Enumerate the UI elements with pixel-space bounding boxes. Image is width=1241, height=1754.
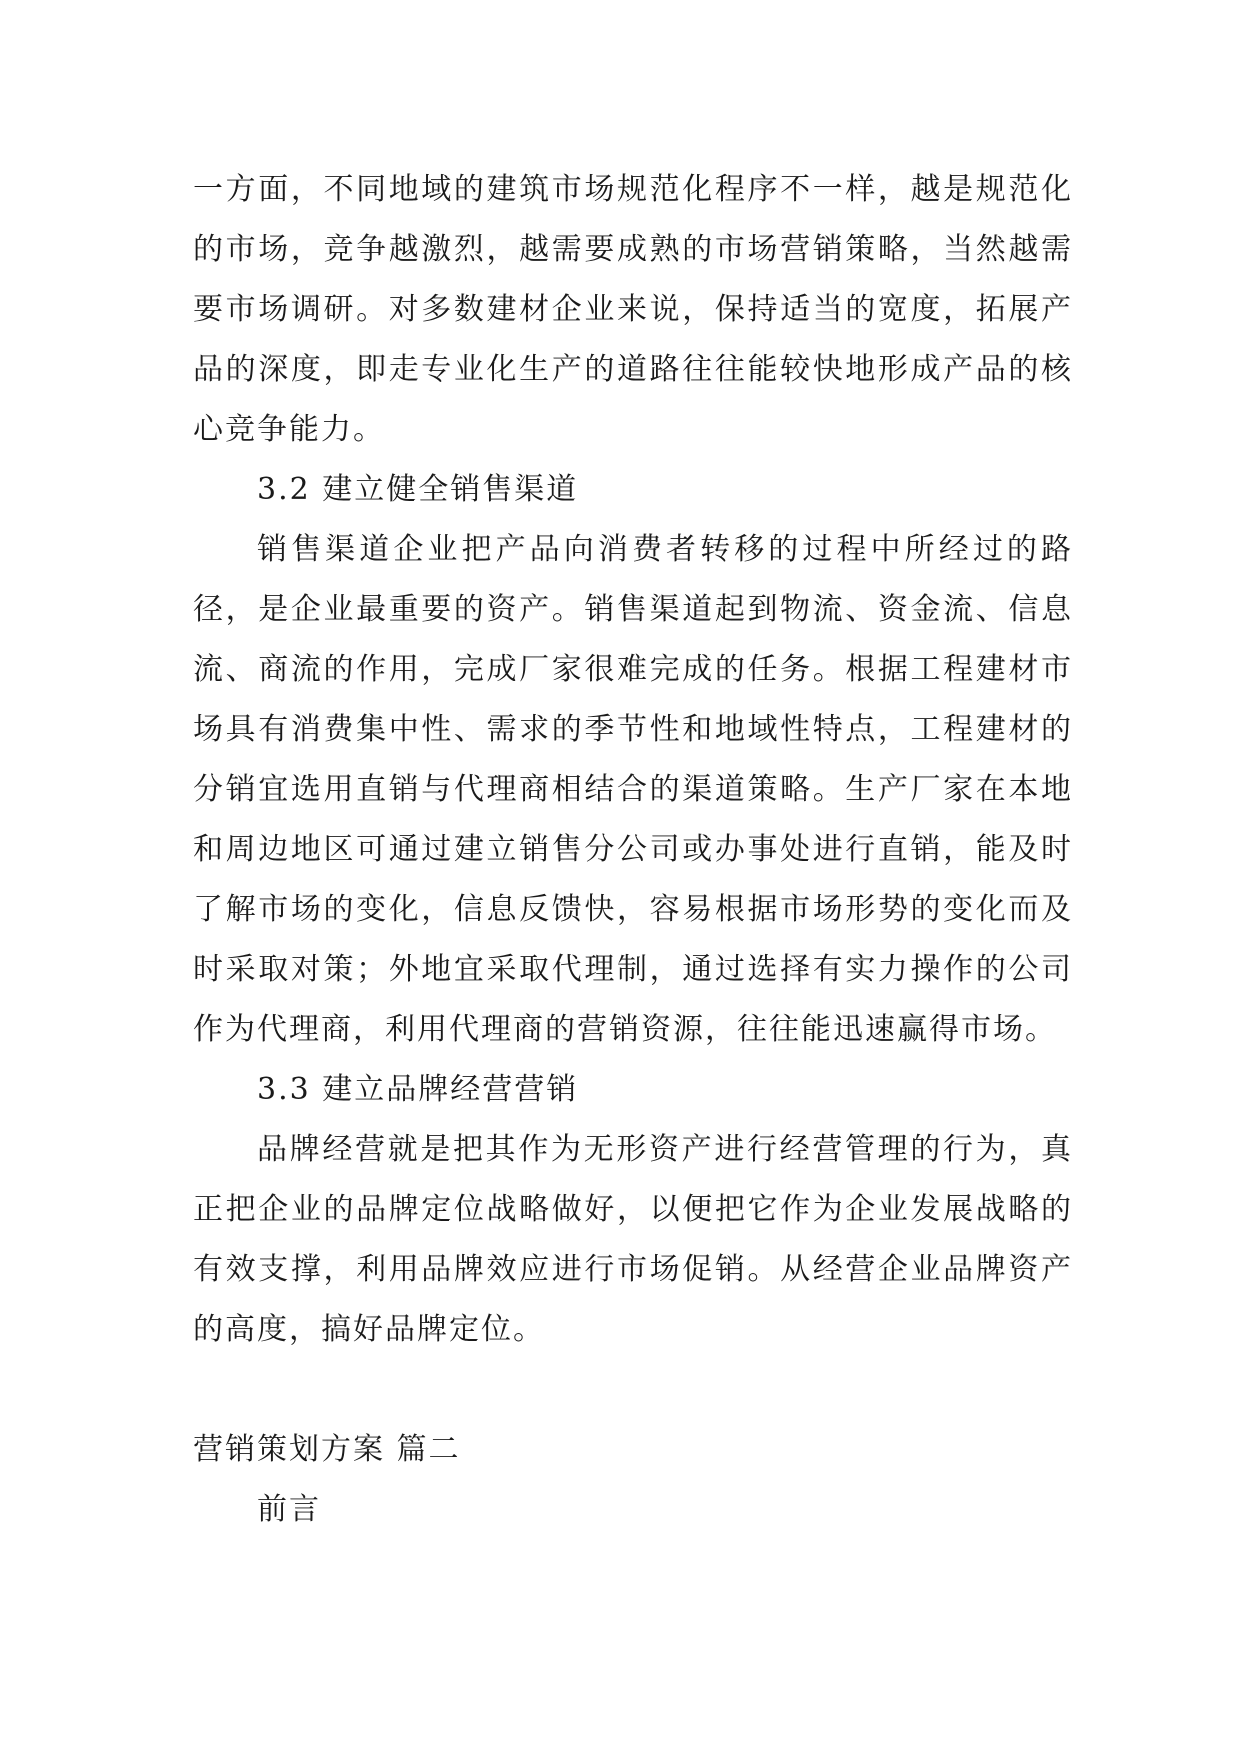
paragraph-market-standardization: 一方面，不同地域的建筑市场规范化程序不一样，越是规范化的市场，竞争越激烈，越需要成熟的市场营销策略，当然越需要市场调研。对多数建材企业来说，保持适当的宽度，拓展产品的深度，即走专业化生产的道路往往能较快地形成产品的核心竞争能力。 [193,172,1073,447]
section-title: 营销策划方案 篇二 [193,1432,461,1467]
paragraph-sales-channels: 销售渠道企业把产品向消费者转移的过程中所经过的路径，是企业最重要的资产。销售渠道起到物流、资金流、信息流、商流的作用，完成厂家很难完成的任务。根据工程建材市场具有消费集中性、需求的季节性和地域性特点，工程建材的分销宜选用直销与代理商相结合的渠道策略。生产厂家在本地和周边地区可通过建立销售分公司或办事处进行直销，能及时了解市场的变化，信息反馈快，容易根据市场形势的变化而及时采取对策；外地宜采取代理制，通过选择有实力操作的公司作为代理商，利用代理商的营销资源，往往能迅速赢得市场。 [193,532,1073,1047]
heading-3-3: 3.3 建立品牌经营营销 [257,1072,579,1107]
document-body [193,160,1073,1540]
paragraph-brand-management: 品牌经营就是把其作为无形资产进行经营管理的行为，真正把企业的品牌定位战略做好，以便把它作为企业发展战略的有效支撑，利用品牌效应进行市场促销。从经营企业品牌资产的高度，搞好品牌定位。 [193,1132,1073,1347]
preface-heading: 前言 [257,1492,321,1527]
heading-3-2: 3.2 建立健全销售渠道 [257,472,579,507]
